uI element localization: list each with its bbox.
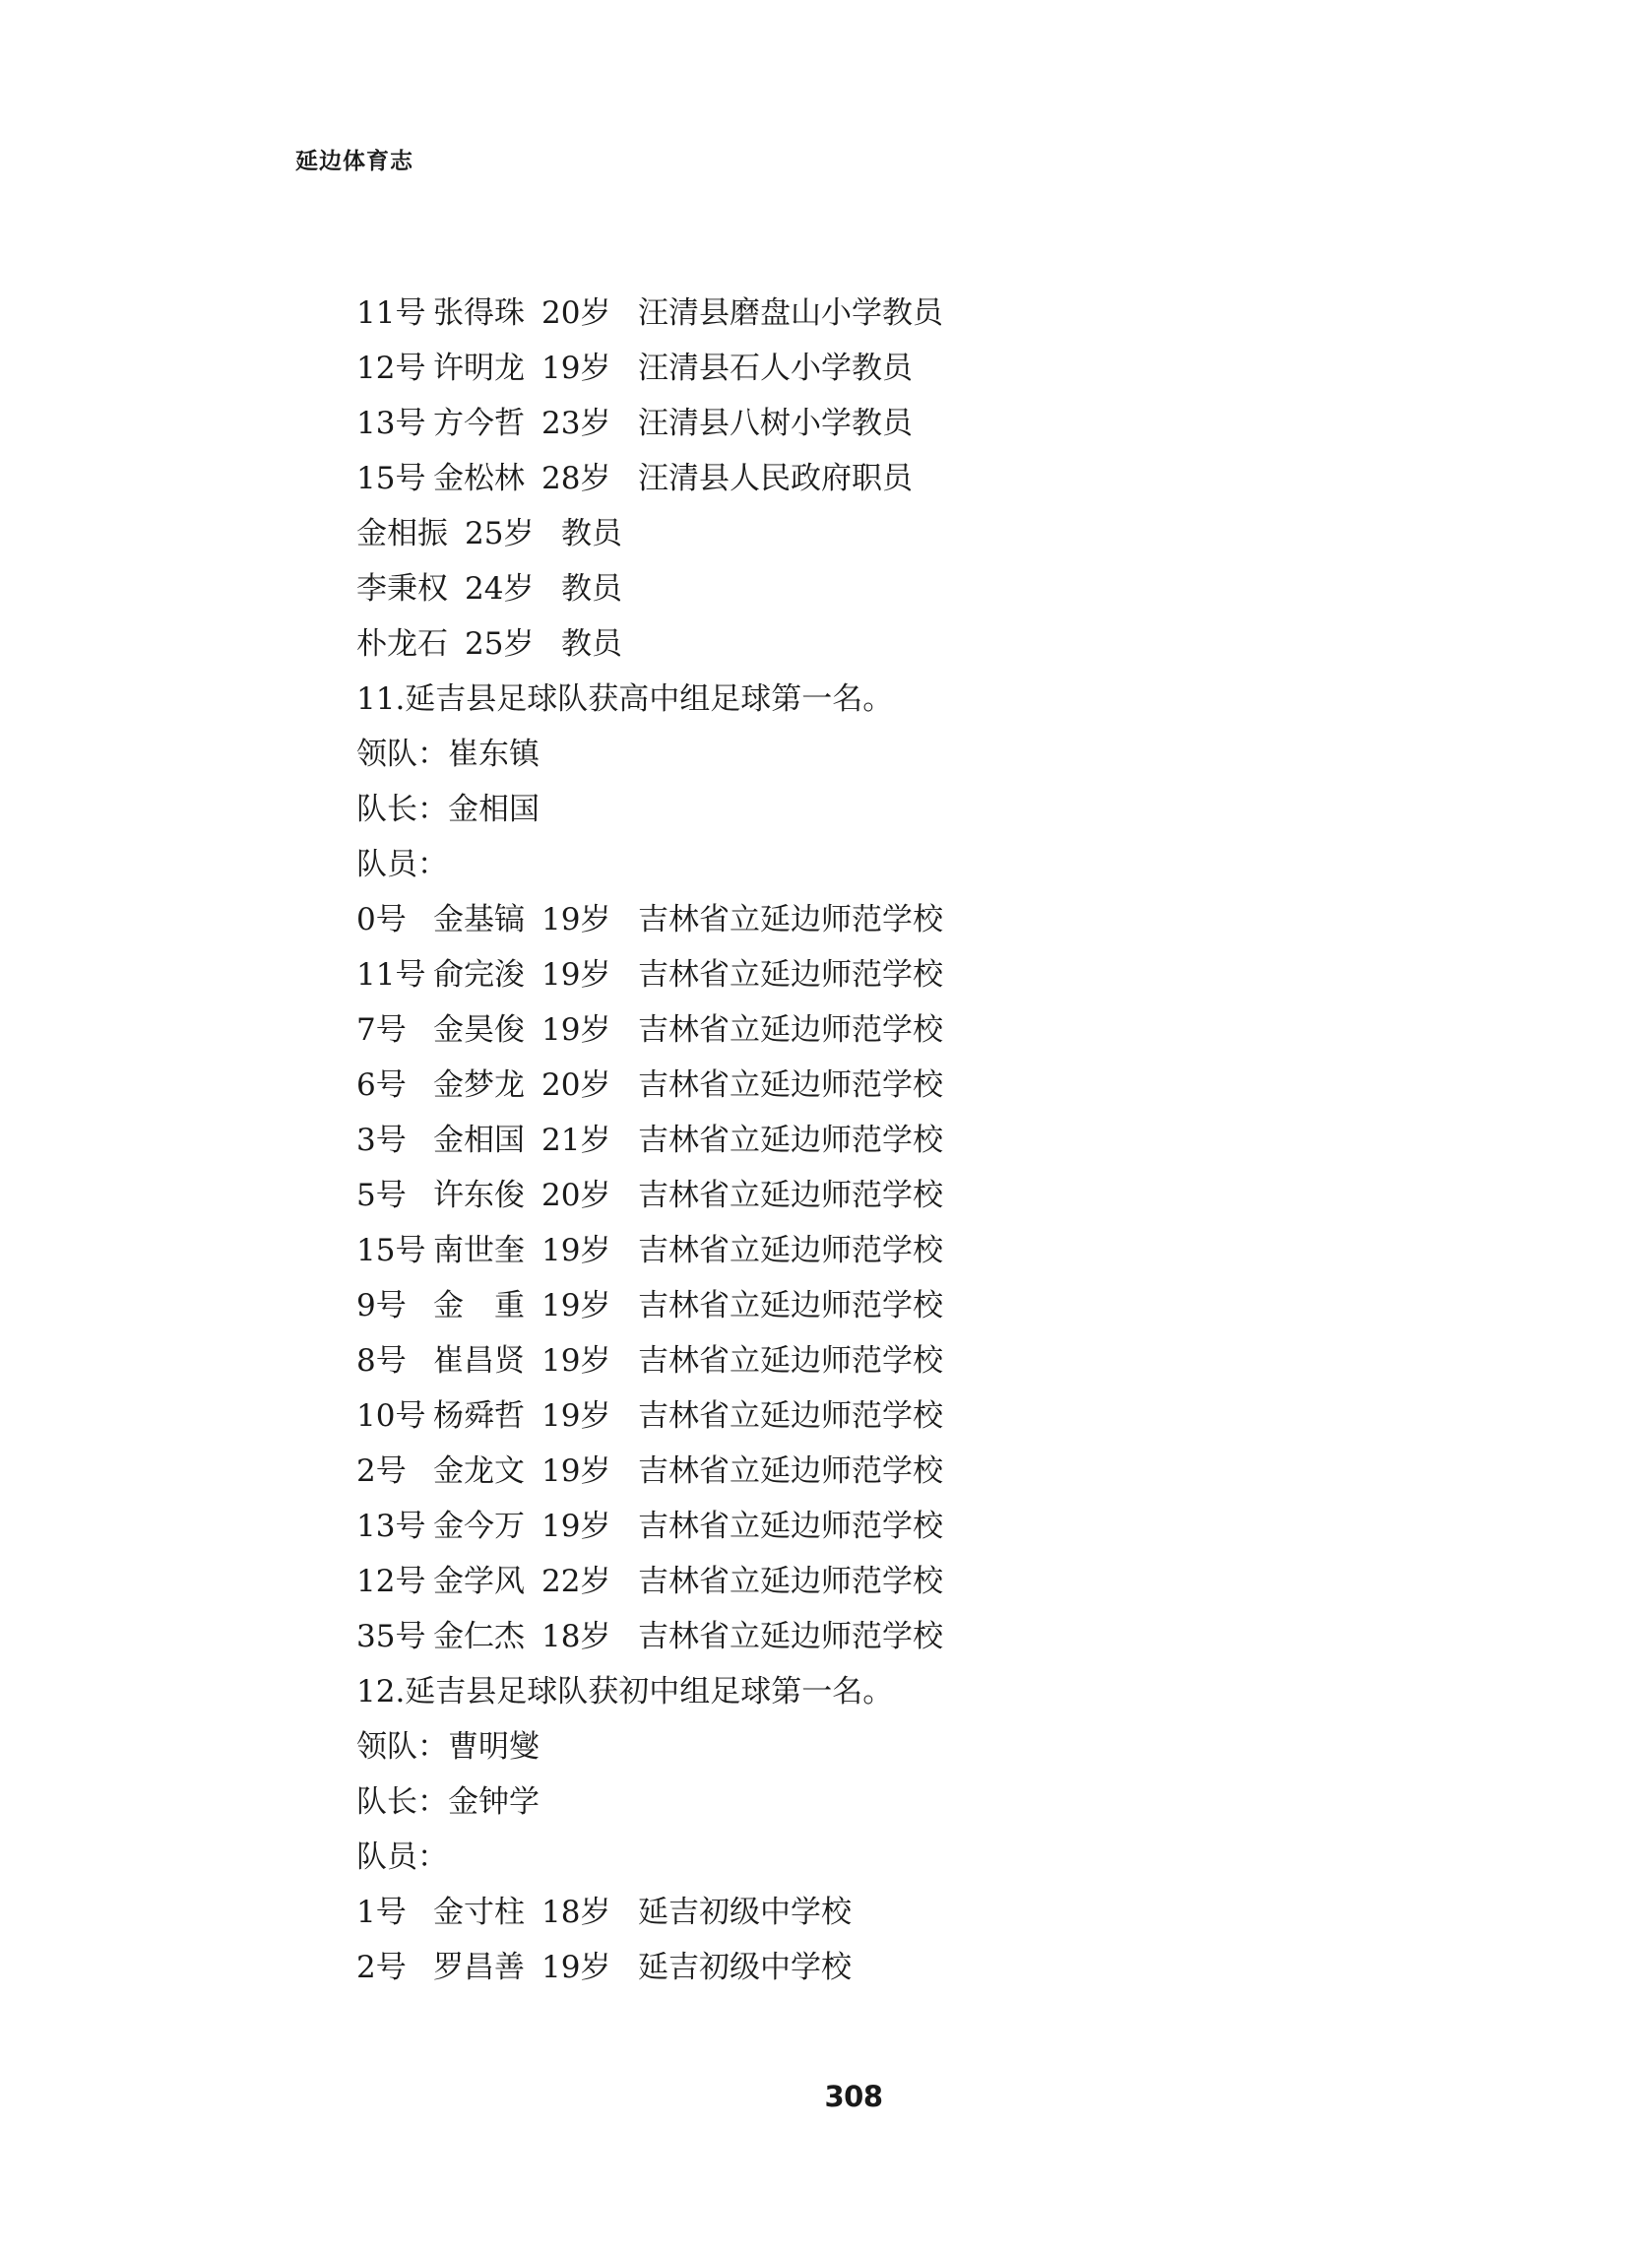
player-org: 吉林省立延边师范学校 [638, 1619, 943, 1654]
player-org: 吉林省立延边师范学校 [638, 1233, 943, 1268]
player-name: 金 重 [433, 1288, 525, 1323]
player-name: 杨舜哲 [433, 1398, 525, 1434]
player-num: 13号 [356, 1509, 426, 1544]
player-org: 吉林省立延边师范学校 [638, 1398, 943, 1434]
player-age: 24岁 [465, 571, 535, 607]
player-age: 19岁 [541, 351, 611, 386]
player-num: 0号 [356, 902, 407, 937]
player-org: 吉林省立延边师范学校 [638, 957, 943, 993]
player-org: 教员 [561, 571, 622, 607]
running-head: 延边体育志 [295, 149, 413, 174]
player-age: 25岁 [465, 626, 535, 662]
player-name: 金龙文 [433, 1453, 525, 1489]
player-org: 吉林省立延边师范学校 [638, 1343, 943, 1379]
player-num: 2号 [356, 1453, 407, 1489]
player-org: 教员 [561, 516, 622, 551]
player-age: 19岁 [541, 957, 611, 993]
player-num: 15号 [356, 1233, 426, 1268]
player-num: 8号 [356, 1343, 407, 1379]
player-age: 19岁 [541, 1233, 611, 1268]
roster-row [356, 1609, 1439, 1664]
player-org: 吉林省立延边师范学校 [638, 1509, 943, 1544]
player-num: 1号 [356, 1895, 407, 1930]
roster-row [356, 506, 1439, 561]
player-name: 方今哲 [433, 406, 525, 441]
player-name: 南世奎 [433, 1233, 525, 1268]
player-name: 金相振 [356, 516, 448, 551]
roster-row [356, 1885, 1439, 1940]
section-11-roster [356, 892, 1439, 1664]
player-name: 罗昌善 [433, 1950, 525, 1985]
roster-row [356, 286, 1439, 341]
player-age: 28岁 [541, 461, 611, 496]
player-org: 吉林省立延边师范学校 [638, 1123, 943, 1158]
player-age: 25岁 [465, 516, 535, 551]
roster-row [356, 561, 1439, 616]
player-org: 吉林省立延边师范学校 [638, 1067, 943, 1103]
player-org: 汪清县八树小学教员 [638, 406, 913, 441]
player-org: 汪清县人民政府职员 [638, 461, 913, 496]
section-12-members-label: 队员： [356, 1839, 448, 1875]
player-name: 金今万 [433, 1509, 525, 1544]
roster-row [356, 1002, 1439, 1058]
player-age: 19岁 [541, 1343, 611, 1379]
player-name: 朴龙石 [356, 626, 448, 662]
player-name: 许东俊 [433, 1178, 525, 1213]
player-age: 23岁 [541, 406, 611, 441]
roster-row [356, 1113, 1439, 1168]
player-age: 22岁 [541, 1564, 611, 1599]
roster-row [356, 1223, 1439, 1278]
player-org: 延吉初级中学校 [638, 1895, 852, 1930]
player-num: 13号 [356, 406, 426, 441]
player-age: 19岁 [541, 1012, 611, 1048]
player-org: 吉林省立延边师范学校 [638, 1564, 943, 1599]
player-name: 金松林 [433, 461, 525, 496]
roster-row [356, 1278, 1439, 1333]
roster-row [356, 1168, 1439, 1223]
player-name: 金寸柱 [433, 1895, 525, 1930]
player-num: 5号 [356, 1178, 407, 1213]
player-num: 3号 [356, 1123, 407, 1158]
player-num: 35号 [356, 1619, 426, 1654]
player-age: 19岁 [541, 902, 611, 937]
player-age: 20岁 [541, 295, 611, 331]
player-age: 18岁 [541, 1619, 611, 1654]
page-number: 308 [824, 2080, 883, 2113]
player-name: 俞完浚 [433, 957, 525, 993]
player-name: 崔昌贤 [433, 1343, 525, 1379]
player-age: 21岁 [541, 1123, 611, 1158]
roster-row [356, 1554, 1439, 1609]
roster-row [356, 341, 1439, 396]
roster-row [356, 947, 1439, 1002]
player-num: 10号 [356, 1398, 426, 1434]
body-text [356, 286, 1439, 1995]
player-age: 19岁 [541, 1288, 611, 1323]
player-age: 19岁 [541, 1453, 611, 1489]
player-num: 6号 [356, 1067, 407, 1103]
player-org: 教员 [561, 626, 622, 662]
roster-row [356, 616, 1439, 672]
section-11-members-label: 队员： [356, 847, 448, 882]
section-11-leader: 领队：崔东镇 [356, 737, 540, 772]
player-org: 吉林省立延边师范学校 [638, 1178, 943, 1213]
player-name: 金昊俊 [433, 1012, 525, 1048]
section-12-captain: 队长：金钟学 [356, 1784, 540, 1820]
player-name: 金仁杰 [433, 1619, 525, 1654]
player-age: 18岁 [541, 1895, 611, 1930]
roster-row [356, 1388, 1439, 1444]
player-name: 许明龙 [433, 351, 525, 386]
player-name: 金学风 [433, 1564, 525, 1599]
section-12-leader: 领队：曹明燮 [356, 1729, 540, 1765]
player-name: 金相国 [433, 1123, 525, 1158]
player-name: 李秉权 [356, 571, 448, 607]
player-name: 张得珠 [433, 295, 525, 331]
player-num: 12号 [356, 1564, 426, 1599]
section-12-heading: 12.延吉县足球队获初中组足球第一名。 [356, 1674, 894, 1709]
player-org: 延吉初级中学校 [638, 1950, 852, 1985]
player-num: 9号 [356, 1288, 407, 1323]
player-num: 2号 [356, 1950, 407, 1985]
player-org: 吉林省立延边师范学校 [638, 1453, 943, 1489]
player-num: 12号 [356, 351, 426, 386]
player-name: 金基镐 [433, 902, 525, 937]
player-age: 19岁 [541, 1950, 611, 1985]
player-org: 吉林省立延边师范学校 [638, 1012, 943, 1048]
player-age: 20岁 [541, 1178, 611, 1213]
section-11-captain: 队长：金相国 [356, 792, 540, 827]
player-age: 19岁 [541, 1509, 611, 1544]
player-org: 吉林省立延边师范学校 [638, 902, 943, 937]
roster-row [356, 396, 1439, 451]
player-num: 11号 [356, 295, 426, 331]
player-org: 汪清县石人小学教员 [638, 351, 913, 386]
player-num: 15号 [356, 461, 426, 496]
roster-row [356, 1333, 1439, 1388]
player-org: 汪清县磨盘山小学教员 [638, 295, 943, 331]
player-age: 19岁 [541, 1398, 611, 1434]
roster-row [356, 892, 1439, 947]
roster-row [356, 1058, 1439, 1113]
section-11-heading: 11.延吉县足球队获高中组足球第一名。 [356, 681, 894, 717]
roster-row [356, 1499, 1439, 1554]
roster-row [356, 1940, 1439, 1995]
player-num: 7号 [356, 1012, 407, 1048]
extra-players [356, 506, 1439, 672]
player-org: 吉林省立延边师范学校 [638, 1288, 943, 1323]
player-name: 金梦龙 [433, 1067, 525, 1103]
roster-row [356, 1444, 1439, 1499]
top-roster [356, 286, 1439, 506]
player-num: 11号 [356, 957, 426, 993]
section-12-roster [356, 1885, 1439, 1995]
roster-row [356, 451, 1439, 506]
player-age: 20岁 [541, 1067, 611, 1103]
